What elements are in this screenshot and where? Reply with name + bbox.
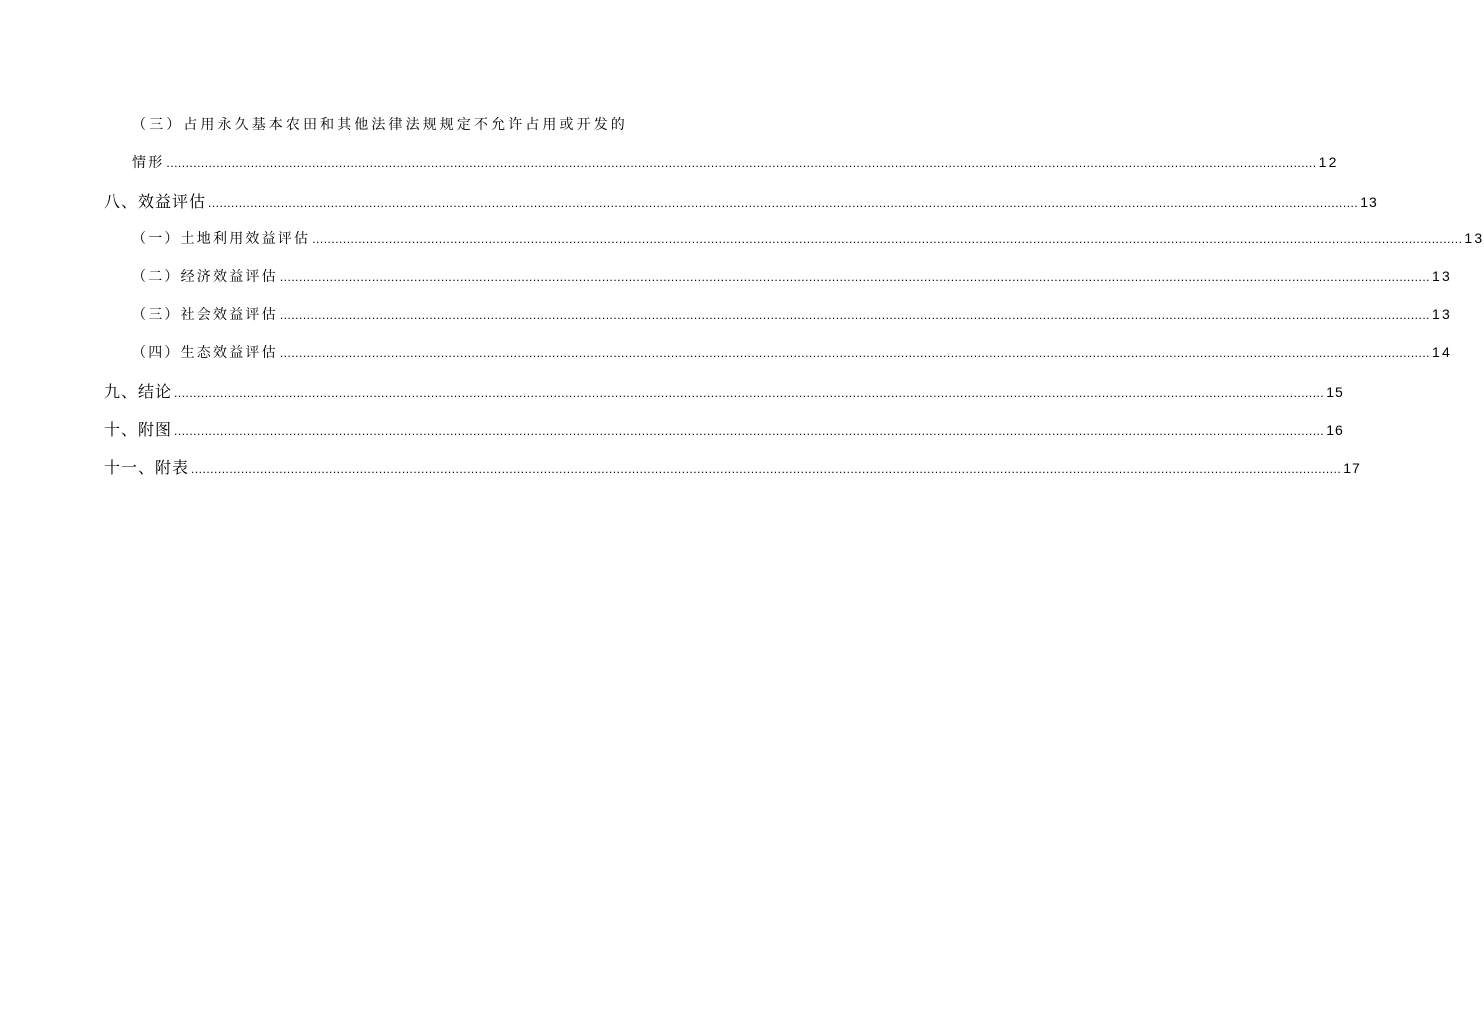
toc-entry-title: （四）生态效益评估: [132, 345, 278, 361]
toc-entry-3-3[interactable]: [132, 152, 1339, 172]
toc-entry-section-10[interactable]: [104, 417, 1344, 440]
dot-leader: ............................................................................................................................................................................................................................................................................................................: [279, 270, 1431, 284]
toc-entry-title: 九、结论: [104, 382, 173, 401]
toc-page-number: 12: [1318, 154, 1339, 170]
toc-entry-8-1[interactable]: [132, 228, 1484, 248]
toc-entry-section-11[interactable]: [104, 455, 1361, 478]
toc-entry-title: 八、效益评估: [104, 192, 207, 211]
toc-entry-title-continuation: 情形: [132, 155, 165, 171]
toc-entry-title: （三）社会效益评估: [132, 307, 278, 323]
dot-leader: ............................................................................................................................................................................................................................................................................................................: [174, 424, 1325, 438]
dot-leader: ............................................................................................................................................................................................................................................................................................................: [174, 386, 1325, 400]
dot-leader: ............................................................................................................................................................................................................................................................................................................: [279, 308, 1431, 322]
toc-page-number: 13: [1432, 268, 1452, 284]
toc-entry-title: （三）占用永久基本农田和其他法律法规规定不允许占用或开发的: [132, 117, 628, 133]
toc-page-number: 13: [1360, 194, 1378, 210]
toc-page-number: 13: [1464, 230, 1484, 246]
dot-leader: ............................................................................................................................................................................................................................................................................................................: [208, 196, 1359, 210]
toc-entry-section-8[interactable]: [104, 189, 1378, 212]
toc-entry-8-2[interactable]: [132, 266, 1452, 286]
toc-entry-title: 十、附图: [104, 420, 173, 439]
toc-entry-8-4[interactable]: [132, 342, 1452, 362]
toc-entry-8-3[interactable]: [132, 304, 1452, 324]
dot-leader: ............................................................................................................................................................................................................................................................................................................: [191, 462, 1342, 476]
toc-entry-title: （一）土地利用效益评估: [132, 231, 311, 247]
dot-leader: ............................................................................................................................................................................................................................................................................................................: [166, 156, 1317, 170]
toc-entry-section-9[interactable]: [104, 379, 1344, 402]
toc-page-number: 13: [1432, 306, 1452, 322]
toc-page-number: 16: [1326, 422, 1344, 438]
toc-page-number: 14: [1432, 344, 1452, 360]
toc-entry-title: 十一、附表: [104, 458, 190, 477]
dot-leader: ............................................................................................................................................................................................................................................................................................................: [312, 232, 1463, 246]
toc-entry-title: （二）经济效益评估: [132, 269, 278, 285]
toc-page-number: 15: [1326, 384, 1344, 400]
dot-leader: ............................................................................................................................................................................................................................................................................................................: [279, 346, 1431, 360]
toc-page-number: 17: [1343, 460, 1361, 476]
toc-entry-3-3-line1[interactable]: [132, 114, 628, 134]
